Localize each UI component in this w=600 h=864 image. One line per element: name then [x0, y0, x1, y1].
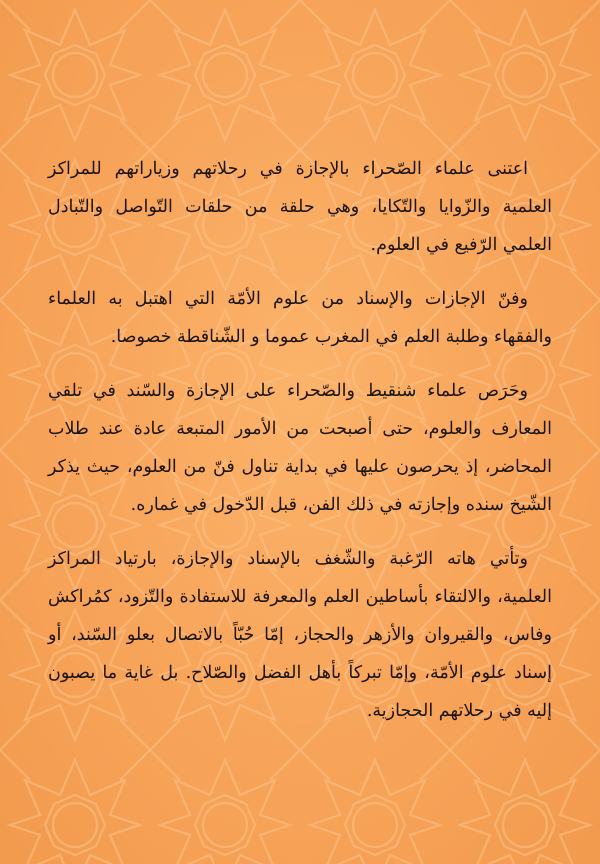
paragraph-4: وتأتي هاته الرّغبة والشّغف بالإسناد والإجازة، بارتياد المراكز العلمية، والالتقاء بأساطين العلم والمعرفة للاستفادة والتّزود، كمُراكش وفاس، والقيروان والأزهر والحجاز، إمّا حُبّاً بالاتصال بعلو السّند، أو إسناد علوم الأمّة، وإمّا تبركاً بأهل الفضل والصّلاح. بل غاية ما يصبون إليه في رحلاتهم الحجازية.: [48, 549, 552, 721]
paragraph-3: وحَرَص علماء شنقيط والصّحراء على الإجازة والسّند في تلقي المعارف والعلوم، حتى أصبحت من الأمور المتبعة عادة عند طلاب المحاضر، إذ يحرصون عليها في بداية تناول فنّ من العلوم، حيث يذكر الشّيخ سنده وإجازته في ذلك الفن، قبل الدّخول في غماره.: [48, 381, 552, 515]
paragraph-1: اعتنى علماء الصّحراء بالإجازة في رحلاتهم وزياراتهم للمراكز العلمية والزّوايا والتّكايا، وهي حلقة من حلقات التّواصل والتّبادل العلمي الرّفيع في العلوم.: [48, 159, 552, 255]
article-body: [48, 150, 552, 730]
paragraph-2: وفنّ الإجازات والإسناد من علوم الأمّة التي اهتبل به العلماء والفقهاء وطلبة العلم في المغرب عموما و الشّناقطة خصوصا.: [48, 289, 552, 347]
